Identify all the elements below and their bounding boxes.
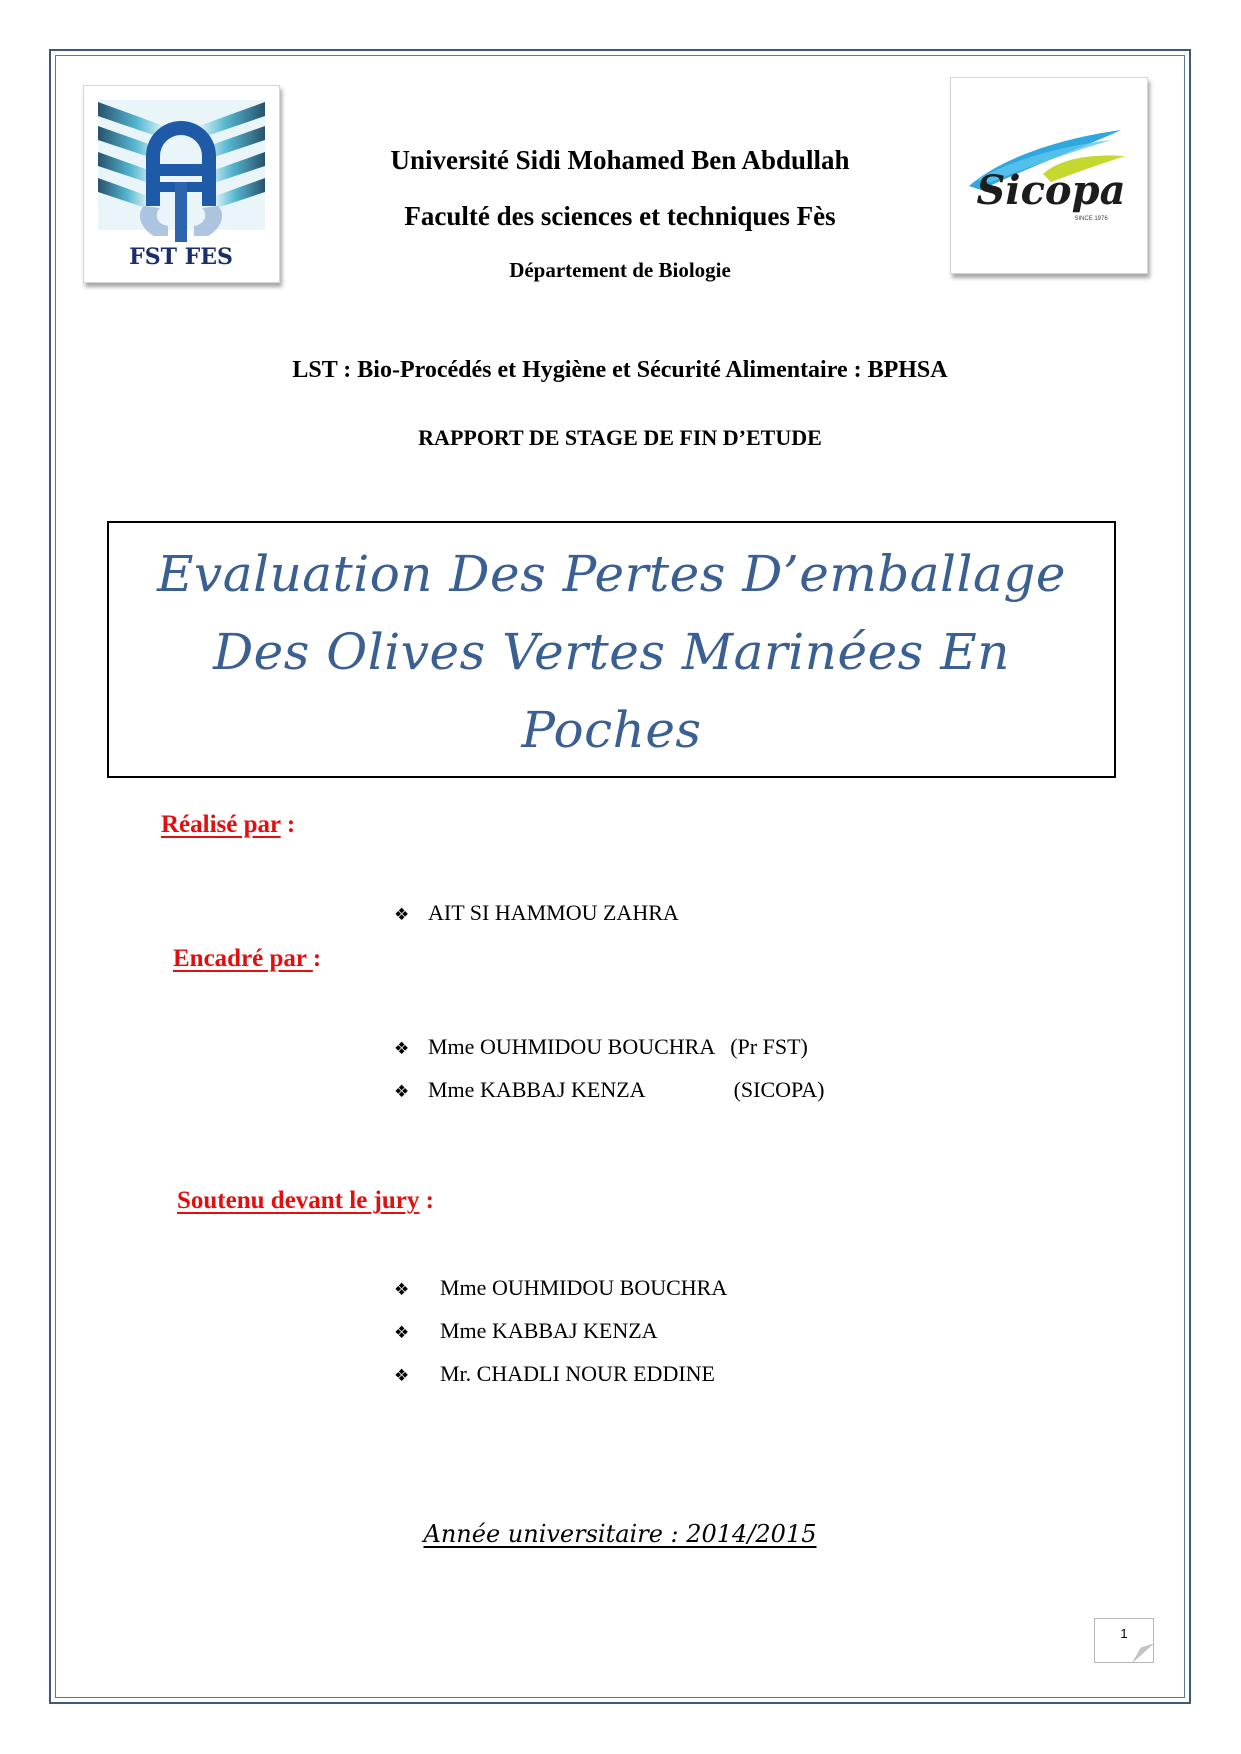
report-type: RAPPORT DE STAGE DE FIN D’ETUDE xyxy=(418,425,822,450)
page-number-box xyxy=(1094,1618,1154,1663)
program-title: LST : Bio-Procédés et Hygiène et Sécurité Alimentaire : BPHSA xyxy=(292,357,948,383)
report-title-line-2: Des Olives Vertes Marinées En xyxy=(213,623,1010,681)
diamond-bullet-icon: ❖ xyxy=(394,1366,410,1386)
academic-year: Année universitaire : 2014/2015 xyxy=(423,1520,817,1548)
svg-text:FST FES: FST FES xyxy=(129,244,233,270)
diamond-bullet-icon: ❖ xyxy=(394,1039,410,1059)
page-number: 1 xyxy=(1120,1626,1128,1641)
fst-fes-logo xyxy=(83,85,280,283)
fst-emblem-icon xyxy=(84,86,279,282)
list-item-supervisor: ❖ Mme OUHMIDOU BOUCHRA (Pr FST) xyxy=(394,1034,808,1059)
report-title-line-1: Evaluation Des Pertes D’emballage xyxy=(157,545,1066,603)
university-name: Université Sidi Mohamed Ben Abdullah xyxy=(390,145,850,175)
diamond-bullet-icon: ❖ xyxy=(394,905,410,925)
section-label-realise: Réalisé par : xyxy=(161,811,296,838)
list-item-author: ❖ AIT SI HAMMOU ZAHRA xyxy=(394,900,679,925)
svg-text:Sicopa: Sicopa xyxy=(976,167,1126,214)
report-title xyxy=(109,535,1114,769)
section-label-encadre: Encadré par : xyxy=(173,945,322,972)
report-title-box xyxy=(107,521,1116,778)
diamond-bullet-icon: ❖ xyxy=(394,1082,410,1102)
diamond-bullet-icon: ❖ xyxy=(394,1280,410,1300)
list-item-jury-member: ❖ Mme KABBAJ KENZA xyxy=(394,1318,658,1343)
faculty-name: Faculté des sciences et techniques Fès xyxy=(404,201,836,231)
page-curl-icon xyxy=(1133,1644,1153,1662)
list-item-jury-member: ❖ Mme OUHMIDOU BOUCHRA xyxy=(394,1275,728,1300)
department-name: Département de Biologie xyxy=(509,258,731,282)
report-title-line-3: Poches xyxy=(521,701,702,759)
sicopa-logo xyxy=(950,77,1148,274)
diamond-bullet-icon: ❖ xyxy=(394,1323,410,1343)
svg-text:SINCE 1976: SINCE 1976 xyxy=(1074,216,1108,222)
section-label-jury: Soutenu devant le jury : xyxy=(177,1187,434,1214)
list-item-supervisor: ❖ Mme KABBAJ KENZA (SICOPA) xyxy=(394,1077,825,1102)
supervisor-affiliation: (SICOPA) xyxy=(733,1077,825,1102)
sicopa-brand-icon xyxy=(951,78,1147,273)
supervisor-affiliation: (Pr FST) xyxy=(730,1034,808,1059)
list-item-jury-member: ❖ Mr. CHADLI NOUR EDDINE xyxy=(394,1361,715,1386)
